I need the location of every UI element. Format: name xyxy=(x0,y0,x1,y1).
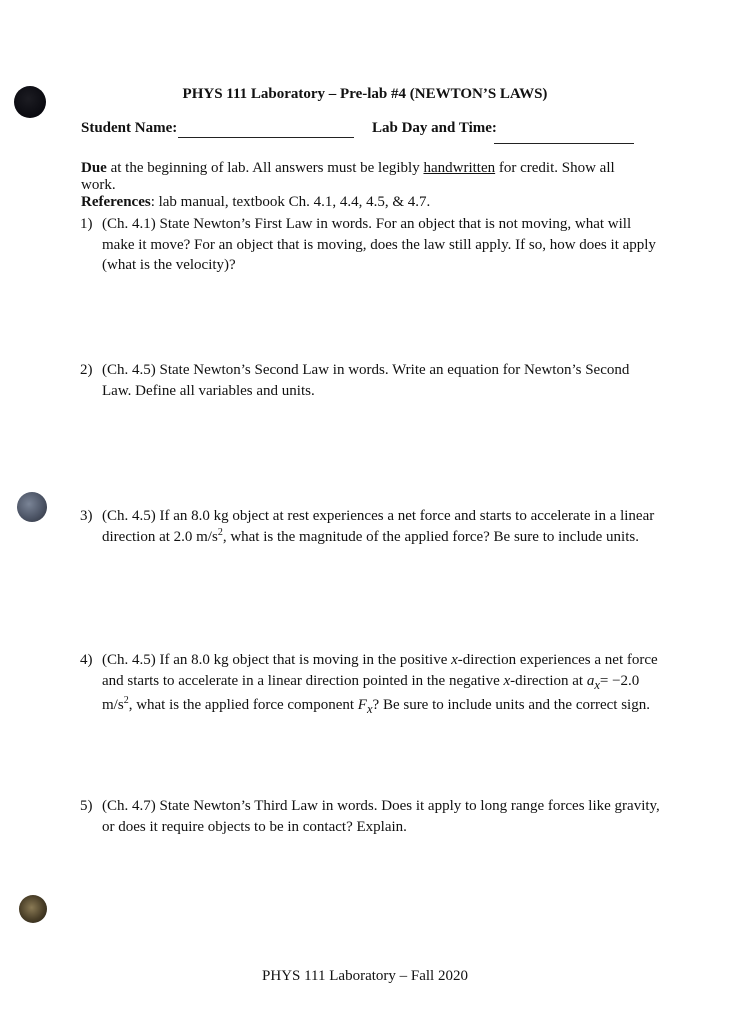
question-text-part: -direction experiences a net force and starts to accelerate in a linear direction pointed in the negative xyxy=(102,652,658,689)
question-text-part: (Ch. 4.5) If an 8.0 kg object at rest experiences a net force and starts to accelerate in a linear direction at 2.0 m/s xyxy=(102,508,655,545)
question-text-part: (Ch. 4.5) If an 8.0 kg object that is moving in the positive xyxy=(102,652,452,668)
handwritten-underlined: handwritten xyxy=(423,160,496,176)
due-text-b: for credit. Show all work. xyxy=(81,160,615,193)
question-number: 2) xyxy=(80,362,93,378)
question-number: 1) xyxy=(80,216,93,232)
question-text-part: , what is the applied force component xyxy=(128,697,358,713)
due-label: Due xyxy=(81,160,107,176)
question-1 xyxy=(80,214,660,276)
question-5 xyxy=(80,796,660,837)
question-text: (Ch. 4.1) State Newton’s First Law in words. For an object that is not moving, what will make it move? For an object that is moving, does the law still apply. If so, how does it apply (what is the velocity)? xyxy=(102,216,656,273)
italic-subscript: x xyxy=(594,677,600,692)
italic-variable: x xyxy=(451,652,458,668)
references-text: : lab manual, textbook Ch. 4.1, 4.4, 4.5, & 4.7. xyxy=(150,194,431,210)
italic-subscript: x xyxy=(366,702,373,716)
question-3 xyxy=(80,506,660,547)
question-text-part: = −2.0 m/s xyxy=(102,672,640,713)
punch-hole-top xyxy=(14,86,46,118)
references-line xyxy=(81,194,651,211)
page-title: PHYS 111 Laboratory – Pre-lab #4 (NEWTON’S LAWS) xyxy=(182,86,548,102)
question-text-part: -direction at xyxy=(510,672,587,689)
lab-day-label: Lab Day and Time: xyxy=(372,120,497,136)
lab-day-blank[interactable] xyxy=(494,143,634,144)
question-4 xyxy=(80,650,660,720)
italic-variable: a xyxy=(586,672,595,689)
question-text xyxy=(102,650,660,720)
question-text-part: ? Be sure to include units and the correct sign. xyxy=(372,697,650,713)
question-number: 3) xyxy=(80,508,93,524)
due-line xyxy=(81,160,651,194)
italic-variable: F xyxy=(357,697,367,713)
italic-variable: x xyxy=(503,672,511,689)
question-text-part: , what is the magnitude of the applied force? Be sure to include units. xyxy=(222,528,639,545)
question-number: 5) xyxy=(80,798,93,814)
student-name-blank[interactable] xyxy=(178,137,354,138)
student-name-label: Student Name: xyxy=(81,120,178,136)
question-2 xyxy=(80,360,660,401)
instructions xyxy=(81,160,651,211)
punch-hole-bottom xyxy=(19,895,47,923)
punch-hole-middle xyxy=(17,492,47,522)
question-text xyxy=(102,506,660,547)
page-footer: PHYS 111 Laboratory – Fall 2020 xyxy=(262,968,468,984)
due-text-a: at the beginning of lab. All answers must be legibly xyxy=(106,160,424,176)
question-text: (Ch. 4.7) State Newton’s Third Law in words. Does it apply to long range forces like gravity, or does it require objects to be in contact? Explain. xyxy=(102,798,660,835)
question-number: 4) xyxy=(80,652,93,668)
superscript: 2 xyxy=(123,695,129,706)
references-label: References xyxy=(81,194,151,210)
question-text: (Ch. 4.5) State Newton’s Second Law in words. Write an equation for Newton’s Second Law. Define all variables and units. xyxy=(102,362,630,399)
superscript: 2 xyxy=(217,526,223,538)
